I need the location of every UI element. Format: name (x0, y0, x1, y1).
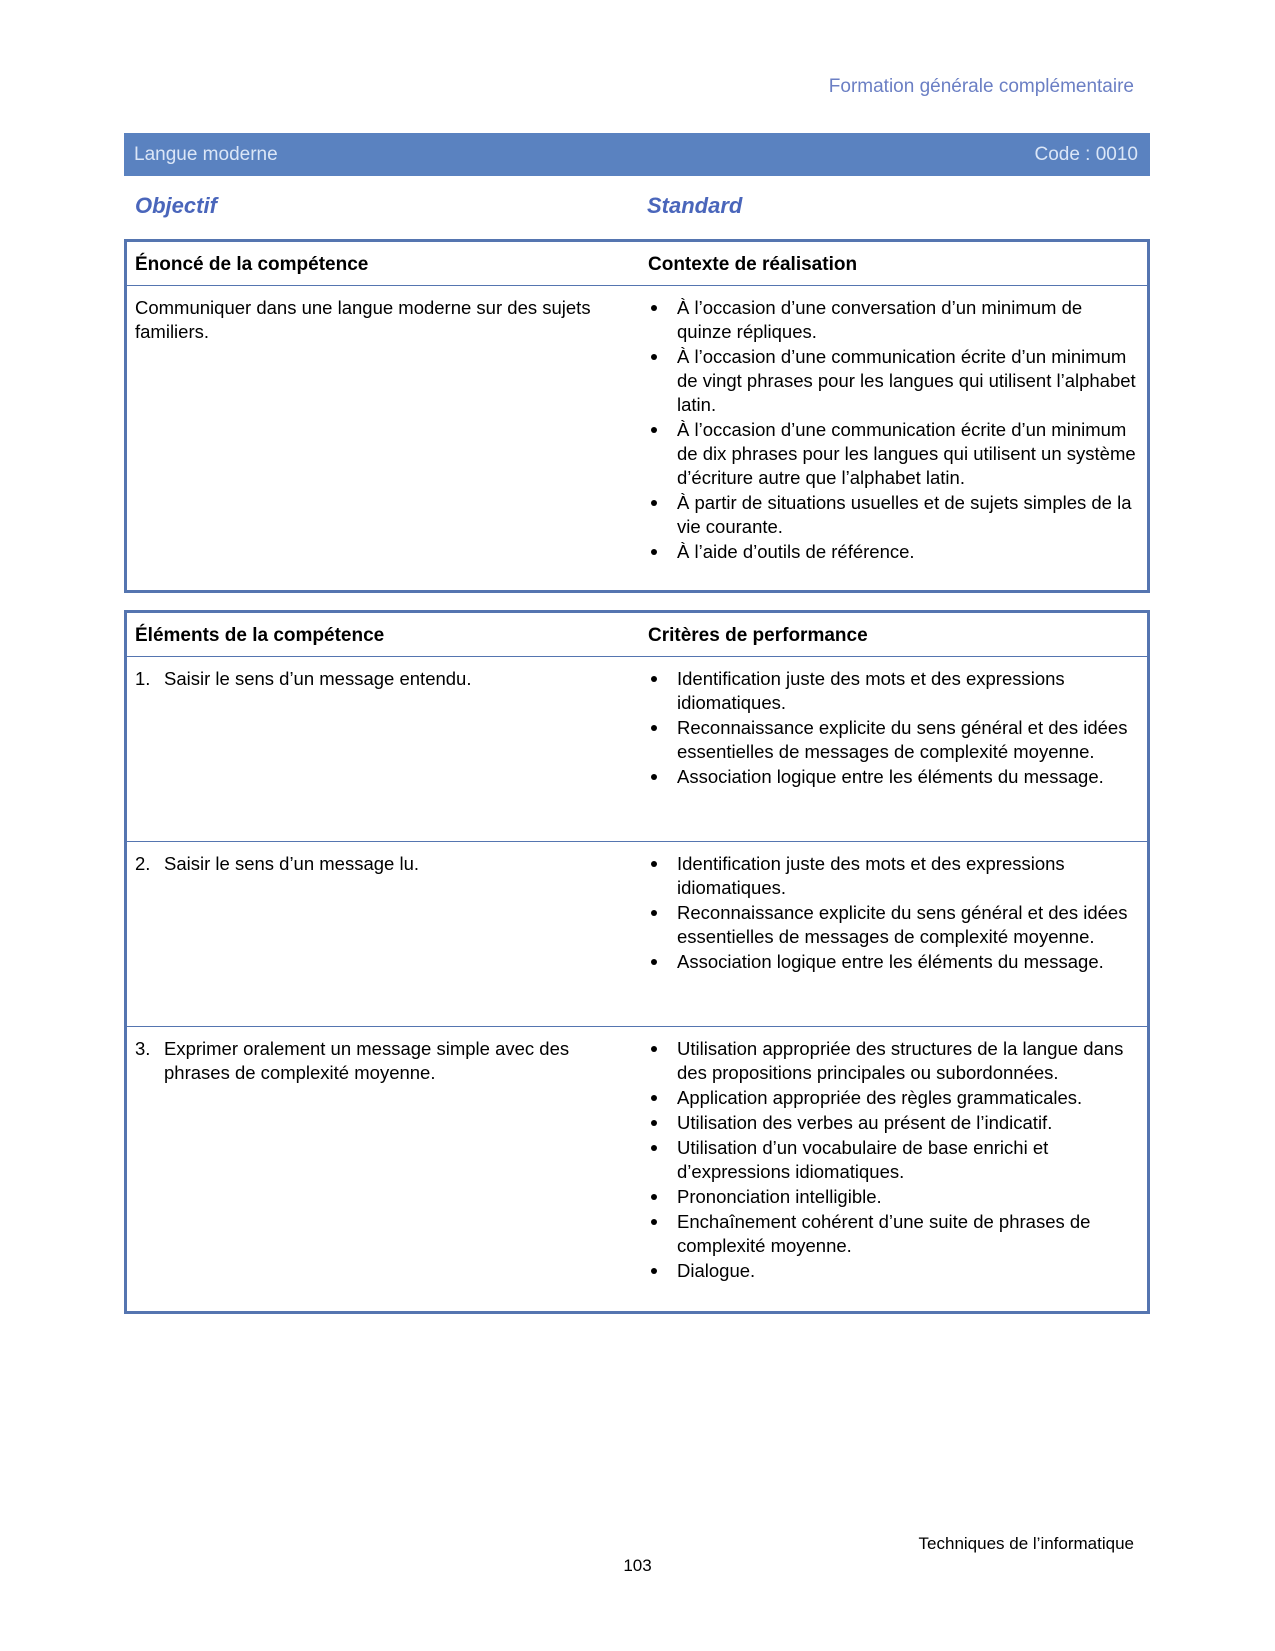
list-item: Association logique entre les éléments du message. (648, 950, 1138, 974)
objectif-label: Objectif (135, 193, 217, 218)
bullet-icon (651, 676, 657, 682)
table-row (127, 286, 1147, 586)
table-header (127, 613, 1147, 657)
element-item: 2. Saisir le sens d’un message lu. (135, 853, 420, 874)
standard-label: Standard (647, 193, 743, 218)
list-item: Identification juste des mots et des expressions idiomatiques. (648, 852, 1138, 900)
elements-header: Éléments de la compétence (135, 625, 385, 646)
bullet-icon (651, 1194, 657, 1200)
context-header: Contexte de réalisation (648, 254, 858, 275)
bullet-icon (651, 1120, 657, 1126)
list-item: Enchaînement cohérent d’une suite de phrases de complexité moyenne. (648, 1210, 1138, 1258)
bullet-icon (651, 354, 657, 360)
bullet-icon (651, 1095, 657, 1101)
bullet-icon (651, 1219, 657, 1225)
list-item: Application appropriée des règles grammaticales. (648, 1086, 1138, 1110)
list-item: Utilisation appropriée des structures de la langue dans des propositions principales ou subordonnées. (648, 1037, 1138, 1085)
bullet-icon (651, 427, 657, 433)
table-row (127, 1027, 1147, 1312)
subtitle-row (135, 193, 1145, 219)
program-header: Formation générale complémentaire (828, 76, 1134, 97)
competence-statement: Communiquer dans une langue moderne sur des sujets familiers. (135, 297, 591, 342)
bullet-icon (651, 500, 657, 506)
list-item: Utilisation d’un vocabulaire de base enrichi et d’expressions idiomatiques. (648, 1136, 1138, 1184)
list-item: À l’occasion d’une communication écrite d’un minimum de dix phrases pour les langues qui utilisent un système d’écriture autre que l’alphabet latin. (648, 418, 1138, 490)
list-item: Utilisation des verbes au présent de l’indicatif. (648, 1111, 1138, 1135)
criteria-list (648, 1037, 1138, 1283)
table-header (127, 242, 1147, 286)
competence-elements-table (124, 610, 1150, 1314)
list-item: À l’occasion d’une conversation d’un minimum de quinze répliques. (648, 296, 1138, 344)
bullet-icon (651, 549, 657, 555)
page-number: 103 (623, 1556, 652, 1575)
bullet-icon (651, 1145, 657, 1151)
bullet-icon (651, 959, 657, 965)
criteria-list (648, 852, 1138, 974)
table-row (127, 842, 1147, 1027)
course-code: Code : 0010 (1034, 143, 1138, 165)
competence-statement-table (124, 239, 1150, 593)
criteria-list (648, 667, 1138, 789)
bullet-icon (651, 861, 657, 867)
statement-header: Énoncé de la compétence (135, 254, 369, 275)
element-item: 3. Exprimer oralement un message simple avec des phrases de complexité moyenne. (135, 1038, 570, 1083)
list-item: À partir de situations usuelles et de sujets simples de la vie courante. (648, 491, 1138, 539)
table-row (127, 657, 1147, 842)
bullet-icon (651, 910, 657, 916)
bullet-icon (651, 1268, 657, 1274)
list-item: À l’occasion d’une communication écrite d’un minimum de vingt phrases pour les langues qui utilisent l’alphabet latin. (648, 345, 1138, 417)
subject-title: Langue moderne (134, 143, 278, 165)
context-list (648, 296, 1138, 564)
title-bar (124, 133, 1150, 176)
bullet-icon (651, 774, 657, 780)
list-item: Reconnaissance explicite du sens général et des idées essentielles de messages de complexité moyenne. (648, 901, 1138, 949)
list-item: Prononciation intelligible. (648, 1185, 1138, 1209)
criteria-header: Critères de performance (648, 625, 868, 646)
list-item: Reconnaissance explicite du sens général et des idées essentielles de messages de complexité moyenne. (648, 716, 1138, 764)
bullet-icon (651, 305, 657, 311)
bullet-icon (651, 725, 657, 731)
bullet-icon (651, 1046, 657, 1052)
list-item: Association logique entre les éléments du message. (648, 765, 1138, 789)
list-item: À l’aide d’outils de référence. (648, 540, 1138, 564)
program-footer: Techniques de l’informatique (918, 1534, 1134, 1553)
list-item: Identification juste des mots et des expressions idiomatiques. (648, 667, 1138, 715)
list-item: Dialogue. (648, 1259, 1138, 1283)
element-item: 1. Saisir le sens d’un message entendu. (135, 668, 472, 689)
